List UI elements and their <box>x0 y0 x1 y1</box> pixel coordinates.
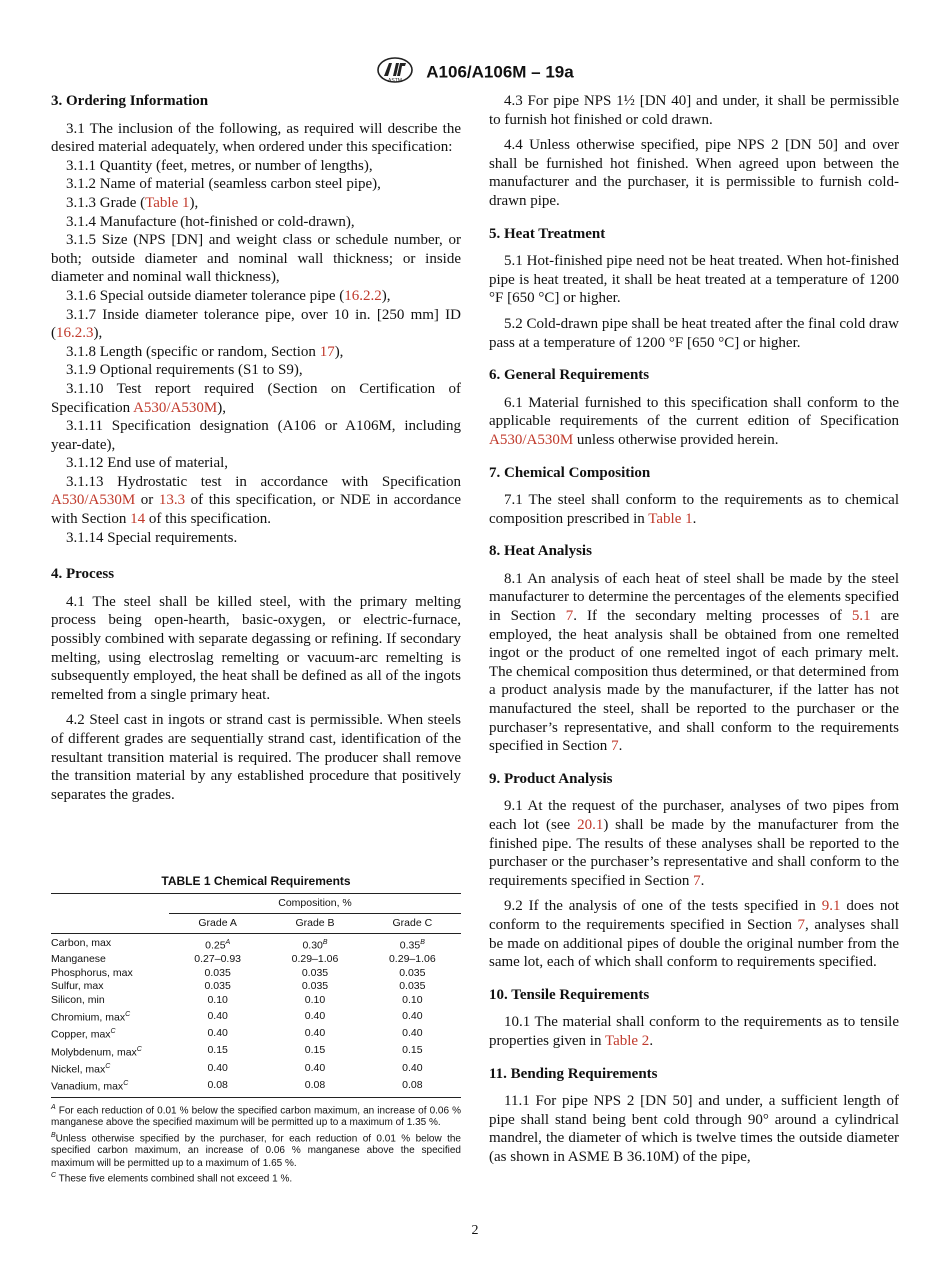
link-13-3[interactable]: 13.3 <box>158 492 186 509</box>
section-4-heading: 4. Process <box>51 566 115 583</box>
para-5-2: 5.2 Cold-drawn pipe shall be heat treated after the final cold draw pass at a temperature of 1200 °F [650 °C] or higher. <box>489 315 899 351</box>
section-7-heading: 7. Chemical Composition <box>489 464 651 481</box>
link-section-7[interactable]: 7 <box>797 916 806 933</box>
para-4-4: 4.4 Unless otherwise specified, pipe NPS 2 [DN 50] and over shall be furnished hot finished. When agreed upon between the manufacturer and the purchaser, it is permissible to furnish cold-drawn pipe. <box>489 137 899 209</box>
para-4-3: 4.3 For pipe NPS 1½ [DN 40] and under, it shall be permissible to furnish hot finished or cold drawn. <box>489 93 899 128</box>
left-column <box>51 92 461 811</box>
link-5-1[interactable]: 5.1 <box>851 608 871 625</box>
section-3-heading: 3. Ordering Information <box>51 93 209 109</box>
chemical-requirements-table <box>51 893 461 1098</box>
grade-c-header: Grade C <box>364 913 461 933</box>
grade-a-header: Grade A <box>169 913 266 933</box>
item-3-1-12: 3.1.12 End use of material, <box>66 455 229 472</box>
link-16-2-2[interactable]: 16.2.2 <box>344 287 382 304</box>
para-9-1: 9.1 At the request of the purchaser, analyses of two pipes from each lot (see 20.1) shall be made by the manufacturer from the finished pipe. The results of these analyses shall be reported to the purchaser or the purchaser’s representative and shall conform to the requirements specified in Section 7. <box>489 798 899 889</box>
link-16-2-3[interactable]: 16.2.3 <box>56 325 94 342</box>
link-section-7[interactable]: 7 <box>565 608 574 625</box>
link-a530[interactable]: A530/A530M <box>489 431 574 448</box>
footnote-c: $^C$ These five elements combined shall not exceed 1 %. <box>51 1172 293 1185</box>
footnote-a: $^A$ For each reduction of 0.01 % below the specified carbon maximum, an increase of 0.06 % manganese above the specified maximum will be permitted up to a maximum of 1.35 %. <box>51 1103 461 1129</box>
para-11-1: 11.1 For pipe NPS 2 [DN 50] and under, a sufficient length of pipe shall stand being bent cold through 90° around a cylindrical mandrel, the diameter of which is twelve times the outside diameter (as shown in ASME B 36.10M) of the pipe, <box>489 1093 899 1165</box>
table-row: Copper, $\max^C$ 0.40 0.40 0.40 <box>51 1027 423 1041</box>
item-3-1-6: 3.1.6 Special outside diameter tolerance pipe (16.2.2), <box>66 287 391 304</box>
para-10-1: 10.1 The material shall conform to the requirements as to tensile properties given in Table 2. <box>489 1014 899 1049</box>
link-table-1[interactable]: Table 1 <box>648 510 693 527</box>
para-9-2: 9.2 If the analysis of one of the tests specified in 9.1 does not conform to the requirements specified in Section 7, analyses shall be made on additional pipes of double the original number from the same lot, each of which shall conform to requirements specified. <box>489 898 899 971</box>
link-a530[interactable]: A530/A530M <box>133 399 218 416</box>
section-9-heading: 9. Product Analysis <box>489 770 613 787</box>
item-3-1-14: 3.1.14 Special requirements. <box>66 529 238 546</box>
link-table-2[interactable]: Table 2 <box>604 1032 650 1049</box>
para-8-1: 8.1 An analysis of each heat of steel shall be made by the steel manufacturer to determine the percentages of the elements specified in Section 7. If the secondary melting processes of 5.1 are employed, the heat analysis shall be obtained from one remelted ingot or the product of one remelted ingot of each primary melt. The chemical composition thus determined, or that determined from a product analysis made by the manufacturer, if the latter has not manufactured the steel, shall be reported to the purchaser or the purchaser’s representative, and shall conform to the requirements specified in Section 7. <box>489 570 899 755</box>
table-row: Silicon, min 0.10 0.10 0.10 <box>51 994 423 1007</box>
para-3-1: 3.1 The inclusion of the following, as required will describe the desired material adequately, when ordered under this specification: <box>51 120 461 156</box>
section-10-heading: 10. Tensile Requirements <box>489 986 650 1003</box>
svg-text:ASTM: ASTM <box>388 78 403 84</box>
section-8-heading: 8. Heat Analysis <box>489 543 592 560</box>
table-footnotes <box>51 1102 461 1186</box>
link-section-14[interactable]: 14 <box>130 511 146 528</box>
grade-b-header: Grade B <box>266 913 363 933</box>
table-row: Phosphorus, max 0.035 0.035 0.035 <box>51 966 426 979</box>
table-row: Sulfur, max 0.035 0.035 0.035 <box>51 980 426 993</box>
page-header <box>0 56 950 89</box>
item-3-1-1: 3.1.1 Quantity (feet, metres, or number of lengths), <box>66 157 373 174</box>
link-section-7[interactable]: 7 <box>611 738 619 755</box>
para-5-1: 5.1 Hot-finished pipe need not be heat treated. When hot-finished pipe is heat treated, it shall be heat treated at a temperature of 1200 °F [650 °C] or higher. <box>489 253 899 307</box>
section-11-heading: 11. Bending Requirements <box>489 1065 658 1082</box>
link-table-1[interactable]: Table 1 <box>145 194 190 211</box>
table-row: Manganese 0.27–0.93 0.29–1.06 0.29–1.06 <box>51 952 436 965</box>
item-3-1-13: 3.1.13 Hydrostatic test in accordance with Specification A530/A530M or 13.3 of this specification, or NDE in accordance with Section 14 of this specification. <box>51 473 462 528</box>
para-4-2: 4.2 Steel cast in ingots or strand cast is permissible. When steels of different grades are sequentially strand cast, identification of the resultant transition material is required. The producer shall remove the transition material by any established procedure that positively separates the grades. <box>51 712 461 803</box>
link-section-17[interactable]: 17 <box>319 343 335 360</box>
section-5-heading: 5. Heat Treatment <box>489 225 606 242</box>
item-3-1-7: 3.1.7 Inside diameter tolerance pipe, over 10 in. [250 mm] ID (16.2.3), <box>51 306 461 342</box>
page-number: 2 <box>471 1223 479 1238</box>
table-row: Nickel, $\max^C$ 0.40 0.40 0.40 <box>51 1061 423 1076</box>
standard-designation: A106/A106M – 19a <box>426 62 574 82</box>
link-20-1[interactable]: 20.1 <box>577 817 604 833</box>
link-a530[interactable]: A530/A530M <box>51 492 136 509</box>
table-title: TABLE 1 Chemical Requirements <box>161 874 351 888</box>
table-1 <box>51 874 461 1186</box>
para-7-1: 7.1 The steel shall conform to the requirements as to chemical composition prescribed in Table 1. <box>489 492 899 527</box>
footnote-b: $^B$Unless otherwise specified by the purchaser, for each reduction of 0.01 % below the specified carbon maximum, an increase of 0.06 % manganese above the specified maximum will be permitted up to a maximum of 1.65 %. <box>51 1131 461 1169</box>
link-section-7[interactable]: 7 <box>693 872 701 889</box>
link-9-1[interactable]: 9.1 <box>821 898 841 915</box>
item-3-1-4: 3.1.4 Manufacture (hot-finished or cold-drawn), <box>66 213 355 230</box>
table-row: Vanadium, $\max^C$ 0.08 0.08 0.08 <box>51 1077 461 1097</box>
item-3-1-5: 3.1.5 Size (NPS [DN] and weight class or schedule number, or both; outside diameter and nominal wall thickness; or inside diameter and nominal wall thickness), <box>51 232 461 286</box>
table-row: Carbon, max $0.25^A$ $0.30^B$ $0.35^B$ <box>51 937 425 952</box>
item-3-1-10: 3.1.10 Test report required (Section on Certification of Specification A530/A530M), <box>51 380 461 416</box>
item-3-1-9: 3.1.9 Optional requirements (S1 to S9), <box>66 362 303 379</box>
composition-header: Composition, % <box>169 894 461 914</box>
table-row: Molybdenum, $\max^C$ 0.15 0.15 0.15 <box>51 1044 423 1059</box>
section-6-heading: 6. General Requirements <box>489 367 650 384</box>
item-3-1-8: 3.1.8 Length (specific or random, Section 17), <box>66 343 344 360</box>
para-6-1: 6.1 Material furnished to this specification shall conform to the applicable requirements of the current edition of Specification A530/A530M unless otherwise provided herein. <box>489 394 899 448</box>
item-3-1-3: 3.1.3 Grade (Table 1), <box>66 194 199 211</box>
para-4-1: 4.1 The steel shall be killed steel, with the primary melting process being open-hearth, basic-oxygen, or electric-furnace, possibly combined with separate degassing or refining. If secondary melting, using electroslag remelting or vacuum-arc remelting is subsequently employed, the heat shall be defined as all of the ingots remelted from a single primary heat. <box>51 593 461 703</box>
right-column <box>489 92 899 1174</box>
item-3-1-11: 3.1.11 Specification designation (A106 or A106M, including year-date), <box>51 418 461 453</box>
table-row: Chromium, $\max^C$ 0.40 0.40 0.40 <box>51 1009 423 1024</box>
item-3-1-2: 3.1.2 Name of material (seamless carbon steel pipe), <box>66 176 381 193</box>
astm-logo-icon <box>376 56 414 89</box>
